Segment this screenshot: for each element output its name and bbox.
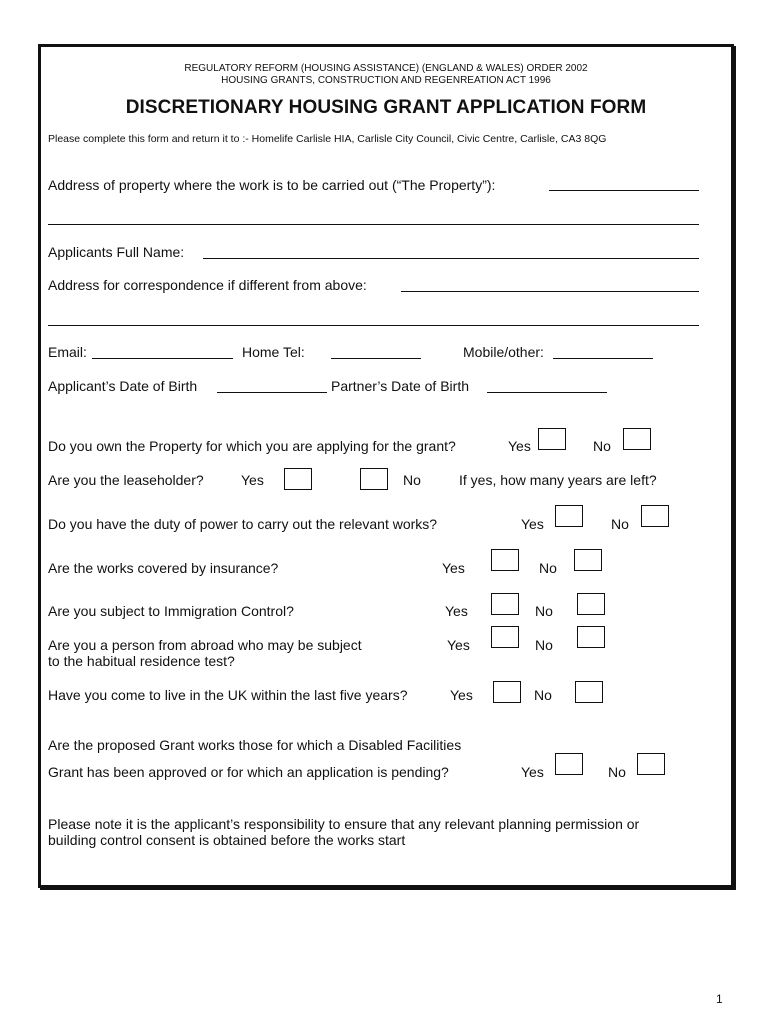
five-years-no-checkbox[interactable]: [575, 681, 603, 703]
five-years-no-label: No: [534, 687, 552, 703]
correspondence-field-2[interactable]: [48, 325, 699, 326]
duty-no-checkbox[interactable]: [641, 505, 669, 527]
own-property-no-checkbox[interactable]: [623, 428, 651, 450]
header-act: HOUSING GRANTS, CONSTRUCTION AND REGENREATION ACT 1996: [221, 75, 551, 86]
dfg-no-checkbox[interactable]: [637, 753, 665, 775]
insurance-no-checkbox[interactable]: [574, 549, 602, 571]
dfg-question-line1: Are the proposed Grant works those for which a Disabled Facilities: [48, 737, 462, 753]
full-name-label: Applicants Full Name:: [48, 244, 185, 260]
immigration-question: Are you subject to Immigration Control?: [48, 603, 294, 619]
duty-no-label: No: [611, 516, 629, 532]
immigration-yes-label: Yes: [445, 603, 468, 619]
mobile-label: Mobile/other:: [463, 344, 544, 360]
home-tel-label: Home Tel:: [242, 344, 305, 360]
email-field[interactable]: [92, 358, 233, 359]
abroad-question-line2: to the habitual residence test?: [48, 653, 235, 669]
partner-dob-label: Partner’s Date of Birth: [331, 378, 469, 394]
planning-note-line1: Please note it is the applicant’s responsibility to ensure that any relevant planning permission or: [48, 816, 640, 832]
years-left-question: If yes, how many years are left?: [459, 472, 657, 488]
insurance-question: Are the works covered by insurance?: [48, 560, 279, 576]
property-address-field-2[interactable]: [48, 224, 699, 225]
home-tel-field[interactable]: [331, 358, 421, 359]
correspondence-label: Address for correspondence if different from above:: [48, 277, 367, 293]
mobile-field[interactable]: [553, 358, 653, 359]
return-instruction: Please complete this form and return it to :- Homelife Carlisle HIA, Carlisle City Council, Civic Centre, Carlisle, CA3 8QG: [48, 133, 607, 145]
applicant-dob-label: Applicant’s Date of Birth: [48, 378, 198, 394]
header-regulation: REGULATORY REFORM (HOUSING ASSISTANCE) (ENGLAND & WALES) ORDER 2002: [184, 63, 588, 74]
five-years-yes-label: Yes: [450, 687, 473, 703]
applicant-dob-field[interactable]: [217, 392, 327, 393]
duty-of-power-question: Do you have the duty of power to carry out the relevant works?: [48, 516, 438, 532]
planning-note-line2: building control consent is obtained before the works start: [48, 832, 406, 848]
abroad-yes-label: Yes: [447, 637, 470, 653]
property-address-label: Address of property where the work is to be carried out (“The Property”):: [48, 177, 496, 193]
five-years-question: Have you come to live in the UK within the last five years?: [48, 687, 408, 703]
abroad-no-checkbox[interactable]: [577, 626, 605, 648]
property-address-field[interactable]: [549, 190, 699, 191]
duty-yes-label: Yes: [521, 516, 544, 532]
own-property-yes-checkbox[interactable]: [538, 428, 566, 450]
own-property-question: Do you own the Property for which you are applying for the grant?: [48, 438, 456, 454]
leaseholder-no-checkbox[interactable]: [360, 468, 388, 490]
abroad-question-line1: Are you a person from abroad who may be subject: [48, 637, 362, 653]
own-property-yes-label: Yes: [508, 438, 531, 454]
leaseholder-yes-checkbox[interactable]: [284, 468, 312, 490]
form-title: DISCRETIONARY HOUSING GRANT APPLICATION FORM: [125, 97, 647, 118]
email-label: Email:: [48, 344, 87, 360]
immigration-no-label: No: [535, 603, 553, 619]
insurance-yes-checkbox[interactable]: [491, 549, 519, 571]
dfg-yes-checkbox[interactable]: [555, 753, 583, 775]
insurance-no-label: No: [539, 560, 557, 576]
immigration-no-checkbox[interactable]: [577, 593, 605, 615]
full-name-field[interactable]: [203, 258, 699, 259]
leaseholder-question: Are you the leaseholder?: [48, 472, 204, 488]
dfg-no-label: No: [608, 764, 626, 780]
form-frame: [38, 44, 734, 888]
page-number: 1: [716, 992, 723, 1006]
five-years-yes-checkbox[interactable]: [493, 681, 521, 703]
own-property-no-label: No: [593, 438, 611, 454]
immigration-yes-checkbox[interactable]: [491, 593, 519, 615]
leaseholder-no-label: No: [403, 472, 421, 488]
dfg-question-line2: Grant has been approved or for which an application is pending?: [48, 764, 449, 780]
dfg-yes-label: Yes: [521, 764, 544, 780]
abroad-no-label: No: [535, 637, 553, 653]
insurance-yes-label: Yes: [442, 560, 465, 576]
correspondence-field[interactable]: [401, 291, 699, 292]
leaseholder-yes-label: Yes: [241, 472, 264, 488]
abroad-yes-checkbox[interactable]: [491, 626, 519, 648]
partner-dob-field[interactable]: [487, 392, 607, 393]
duty-yes-checkbox[interactable]: [555, 505, 583, 527]
